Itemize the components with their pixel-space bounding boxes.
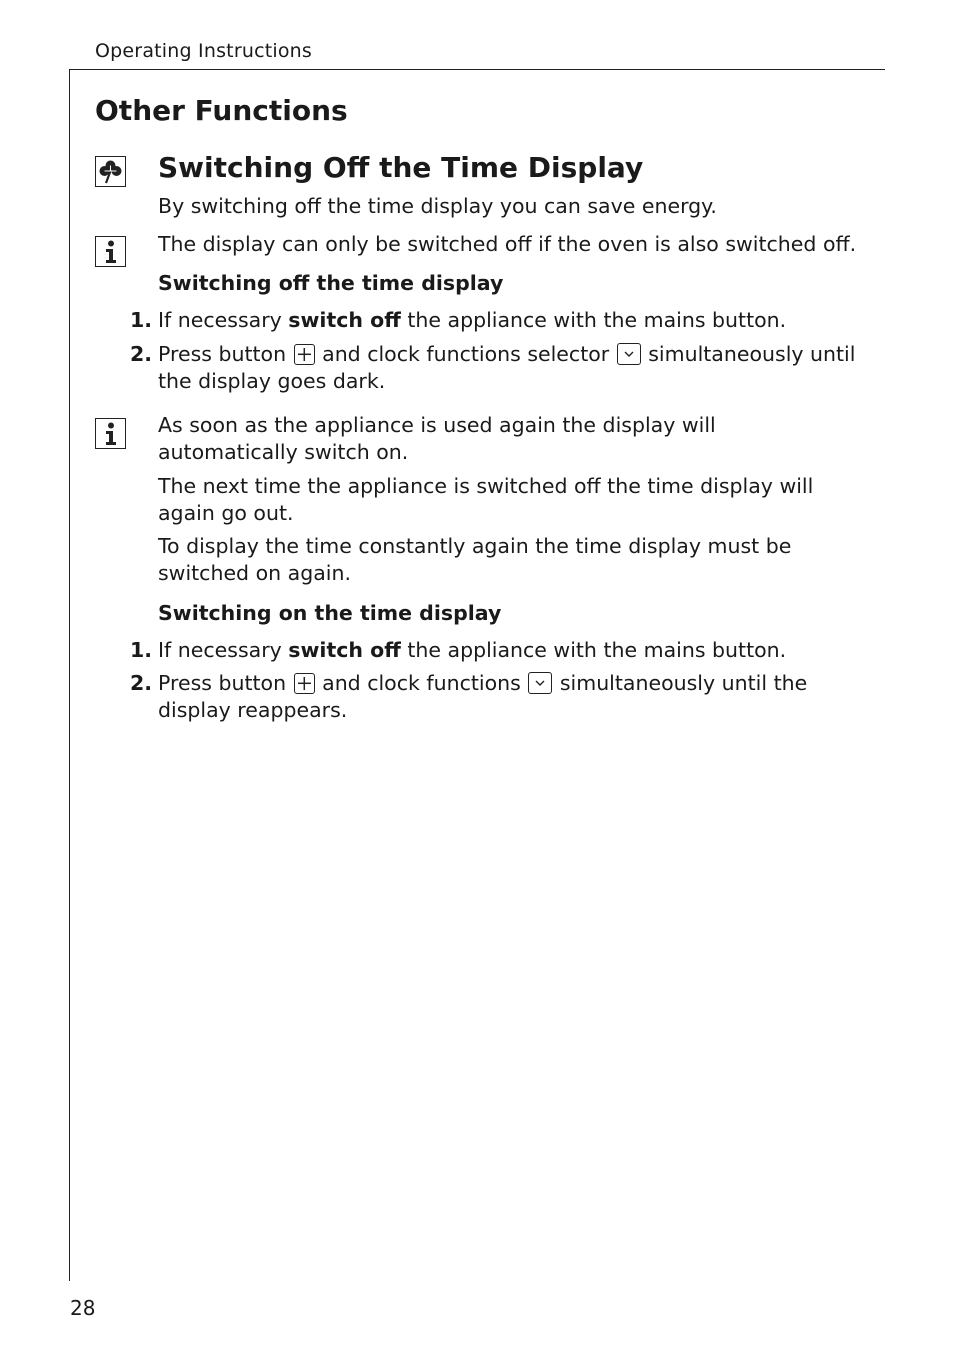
info-icon: [95, 236, 126, 267]
intro-text: By switching off the time display you can save energy.: [158, 194, 717, 218]
step-number: 2.: [130, 671, 153, 695]
step-text: and clock functions selector: [315, 342, 616, 366]
step-text: simultaneously until the display reappears.: [158, 671, 808, 722]
step-emphasis: switch off: [288, 638, 401, 662]
section-title: Other Functions: [95, 94, 348, 127]
info-icon: [95, 418, 126, 449]
step-text: If necessary: [158, 308, 289, 332]
step-text: and clock functions: [315, 671, 528, 695]
plus-button-icon: [294, 344, 315, 365]
note-auto-on: As soon as the appliance is used again the display will automatically switch on.: [158, 413, 716, 464]
page-number: 28: [70, 1296, 96, 1320]
step-switch-off-2: [130, 341, 860, 395]
step-text: Press button: [158, 671, 293, 695]
note-oven-off: The display can only be switched off if the oven is also switched off.: [158, 232, 857, 256]
step-switch-on-1: [130, 637, 860, 664]
note-next-time: The next time the appliance is switched off the time display will again go out.: [158, 474, 814, 525]
header-rule: [69, 69, 885, 70]
chevron-down-icon: [528, 672, 552, 694]
note-constant: To display the time constantly again the time display must be switched on again.: [158, 534, 792, 585]
step-switch-on-2: [130, 670, 860, 724]
margin-rule: [69, 69, 70, 1281]
clover-icon: [95, 156, 126, 187]
step-number: 2.: [130, 342, 153, 366]
step-text: If necessary: [158, 638, 289, 662]
step-number: 1.: [130, 308, 153, 332]
plus-button-icon: [294, 673, 315, 694]
step-text: the appliance with the mains button.: [400, 638, 787, 662]
step-text: the appliance with the mains button.: [400, 308, 787, 332]
step-text: simultaneously until the display goes dark.: [158, 342, 856, 393]
step-emphasis: switch off: [288, 308, 401, 332]
step-number: 1.: [130, 638, 153, 662]
heading-switch-off: Switching off the time display: [158, 271, 504, 295]
subsection-title: Switching Off the Time Display: [158, 151, 644, 184]
step-switch-off-1: [130, 307, 860, 334]
running-header: Operating Instructions: [95, 40, 313, 62]
step-text: Press button: [158, 342, 293, 366]
chevron-down-icon: [617, 343, 641, 365]
heading-switch-on: Switching on the time display: [158, 601, 502, 625]
